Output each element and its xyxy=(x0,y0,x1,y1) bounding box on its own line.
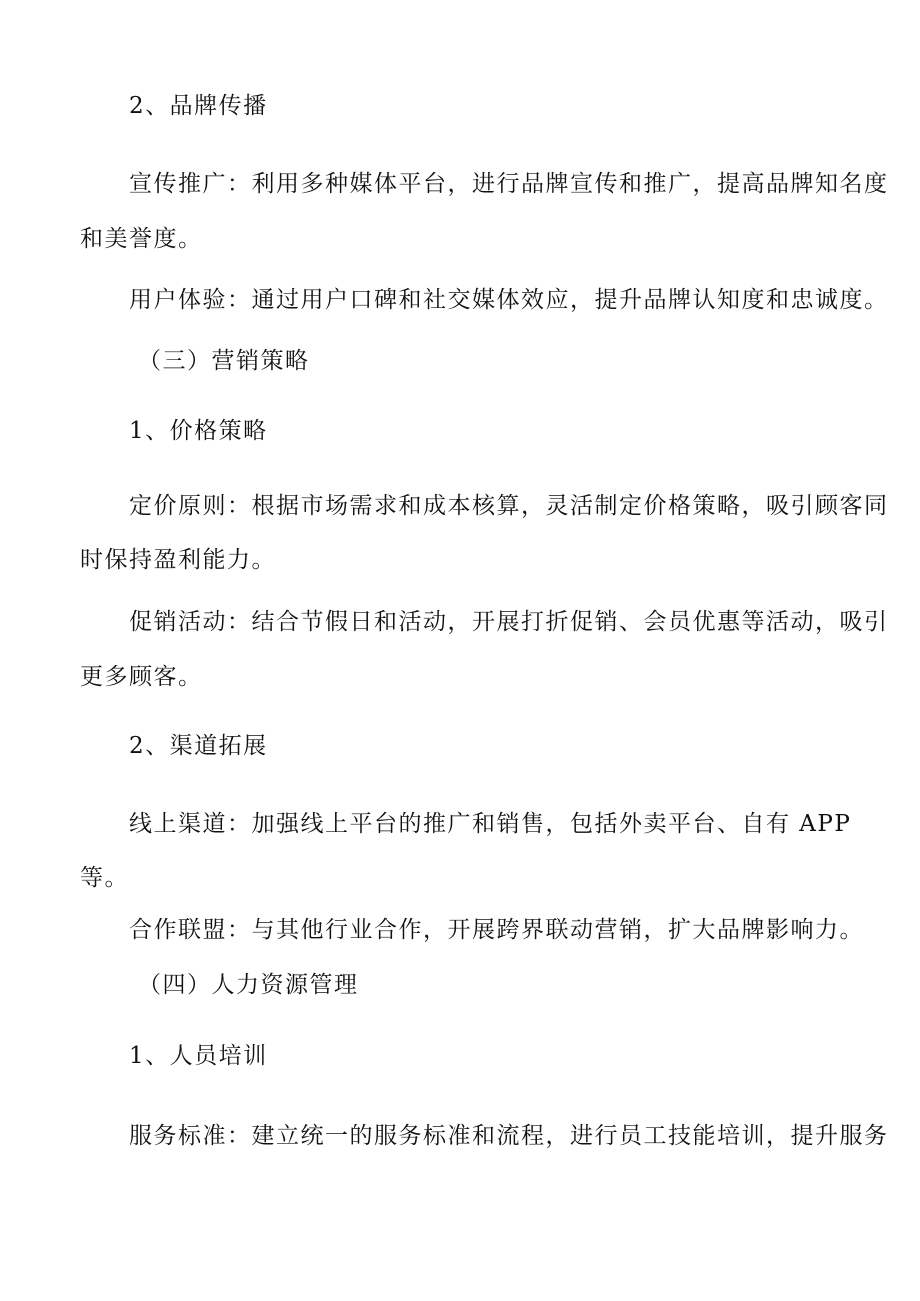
paragraph-service-standard: 服务标准：建立统一的服务标准和流程，进行员工技能培训，提升服务 xyxy=(129,1123,889,1149)
heading-marketing-strategy: （三）营销策略 xyxy=(138,348,310,374)
paragraph-user-experience: 用户体验：通过用户口碑和社交媒体效应，提升品牌认知度和忠诚度。 xyxy=(129,287,889,313)
paragraph-online-line-1: 线上渠道：加强线上平台的推广和销售，包括外卖平台、自有 APP xyxy=(129,811,852,837)
heading-channel-expansion: 2、渠道拓展 xyxy=(129,733,268,759)
heading-staff-training: 1、人员培训 xyxy=(129,1043,268,1069)
paragraph-promo-activity-line-2: 更多顾客。 xyxy=(80,664,203,690)
paragraph-promo-activity-line-1: 促销活动：结合节假日和活动，开展打折促销、会员优惠等活动，吸引 xyxy=(129,609,889,635)
paragraph-alliance: 合作联盟：与其他行业合作，开展跨界联动营销，扩大品牌影响力。 xyxy=(129,917,864,943)
paragraph-promotion-line-1: 宣传推广：利用多种媒体平台，进行品牌宣传和推广，提高品牌知名度 xyxy=(129,171,889,197)
paragraph-pricing-line-2: 时保持盈利能力。 xyxy=(80,547,276,573)
paragraph-pricing-line-1: 定价原则：根据市场需求和成本核算，灵活制定价格策略，吸引顾客同 xyxy=(129,493,889,519)
heading-brand-communication: 2、品牌传播 xyxy=(129,93,268,119)
heading-pricing-strategy: 1、价格策略 xyxy=(129,418,268,444)
paragraph-online-line-2: 等。 xyxy=(80,865,129,891)
paragraph-promotion-line-2: 和美誉度。 xyxy=(80,226,203,252)
heading-human-resources: （四）人力资源管理 xyxy=(138,972,359,998)
